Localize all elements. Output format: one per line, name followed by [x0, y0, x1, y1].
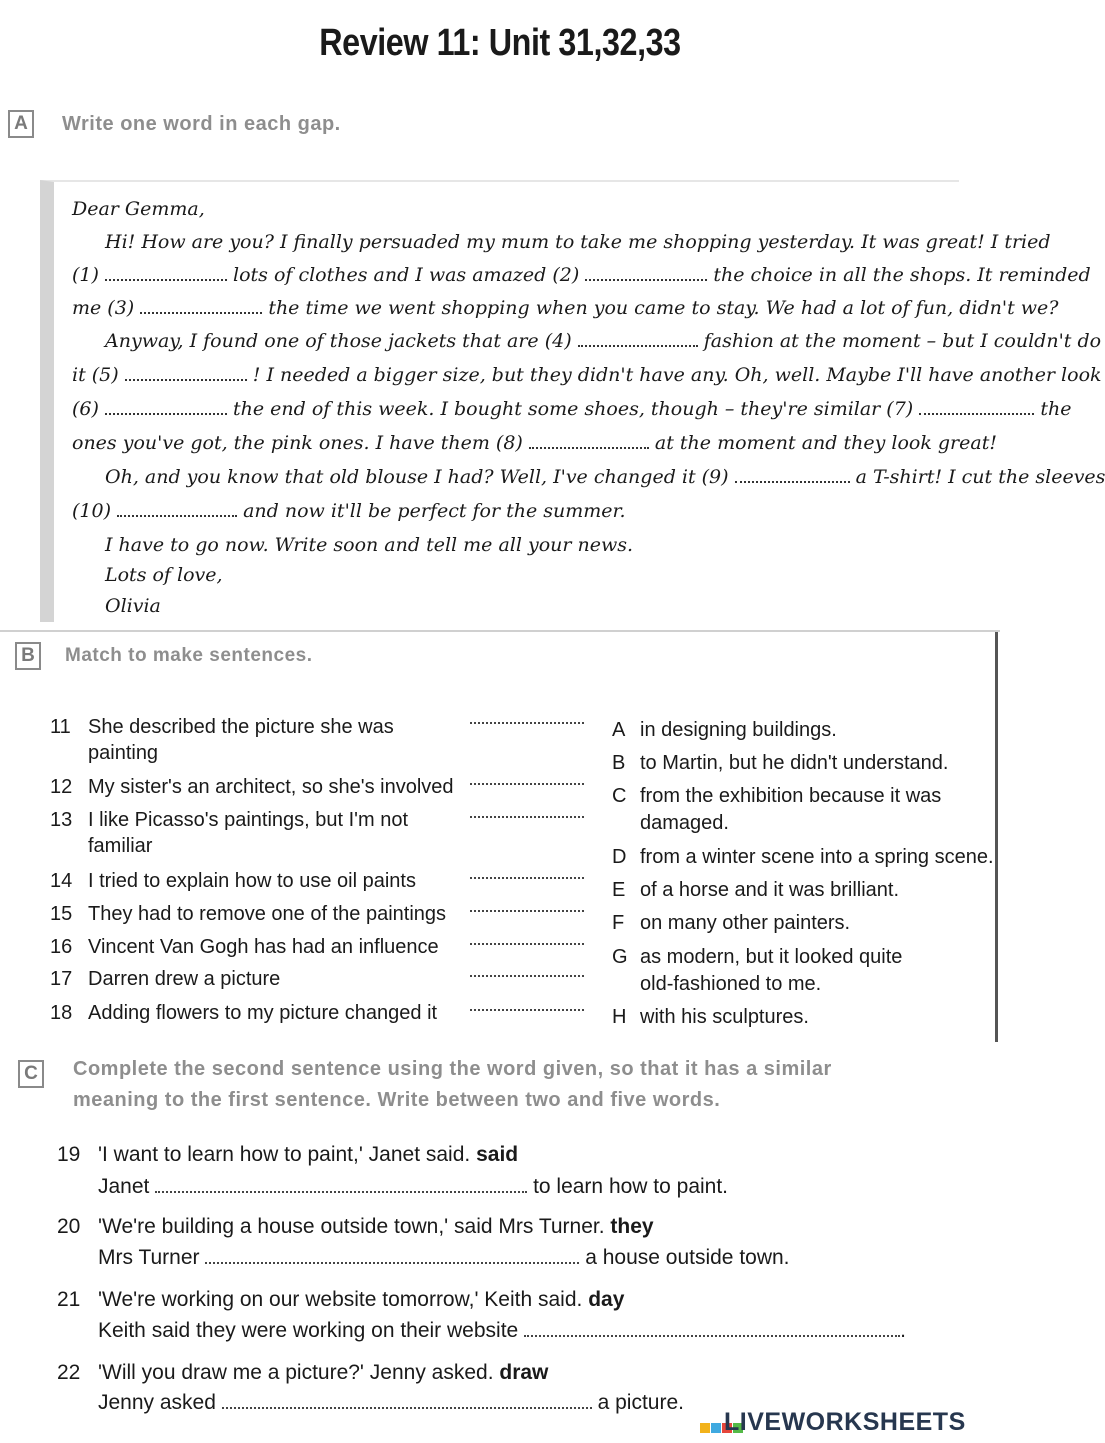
- gap-5[interactable]: [125, 367, 247, 381]
- answer-line-20: Mrs Turner a house outside town.: [98, 1246, 790, 1269]
- list-item: 15 They had to remove one of the paintings: [50, 903, 447, 925]
- gap-6[interactable]: [105, 401, 227, 415]
- section-c-instruction: Complete the second sentence using the word given, so that it has a similar: [73, 1058, 832, 1080]
- letter-line: ones you've got, the pink ones. I have them (8) at the moment and they look great!: [72, 432, 997, 454]
- divider: [995, 632, 998, 1042]
- option-h: H with his sculptures.: [612, 1006, 809, 1028]
- letter-line: Anyway, I found one of those jackets that are (4) fashion at the moment – but I couldn't do: [105, 330, 1102, 352]
- letter-line: me (3) the time we went shopping when you came to stay. We had a lot of fun, didn't we?: [72, 297, 1059, 319]
- gap-2[interactable]: [585, 267, 707, 281]
- transform-sentence-22: 22 'Will you draw me a picture?' Jenny asked. draw: [57, 1361, 549, 1384]
- list-item: 17 Darren drew a picture: [50, 968, 281, 990]
- answer-blank-18[interactable]: [470, 1009, 584, 1011]
- option-g: G as modern, but it looked quite: [612, 946, 903, 968]
- letter-line: (1) lots of clothes and I was amazed (2) the choice in all the shops. It reminded: [72, 264, 1091, 286]
- gap-7[interactable]: [919, 401, 1034, 415]
- answer-blank-14[interactable]: [470, 877, 584, 879]
- section-a-label: A: [8, 110, 34, 138]
- letter-signature: Olivia: [105, 595, 161, 617]
- transform-sentence-20: 20 'We're building a house outside town,' said Mrs Turner. they: [57, 1215, 654, 1238]
- letter-line: I have to go now. Write soon and tell me all your news.: [105, 534, 634, 556]
- option-e: E of a horse and it was brilliant.: [612, 879, 900, 901]
- letter-line: Hi! How are you? I finally persuaded my mum to take me shopping yesterday. It was great! I tried: [105, 231, 1051, 253]
- gap-10[interactable]: [117, 503, 237, 517]
- option-c: C from the exhibition because it was: [612, 785, 942, 807]
- section-c-label: C: [18, 1060, 44, 1088]
- keyword: day: [588, 1288, 625, 1311]
- section-b-label: B: [15, 642, 41, 670]
- answer-line-22: Jenny asked a picture.: [98, 1391, 684, 1414]
- option-d: D from a winter scene into a spring scene.: [612, 846, 994, 868]
- letter-greeting: Dear Gemma,: [72, 198, 205, 220]
- answer-line-21: Keith said they were working on their website .: [98, 1319, 906, 1342]
- liveworksheets-logo: LIVEWORKSHEETS: [700, 1408, 966, 1437]
- list-item: 12 My sister's an architect, so she's involved: [50, 776, 454, 798]
- answer-line-19: Janet to learn how to paint.: [98, 1175, 729, 1198]
- gap-3[interactable]: [140, 300, 262, 314]
- list-item: 18 Adding flowers to my picture changed it: [50, 1002, 438, 1024]
- list-item: 16 Vincent Van Gogh has had an influence: [50, 936, 439, 958]
- list-item-continuation: painting: [88, 742, 159, 764]
- answer-blank-13[interactable]: [470, 816, 584, 818]
- answer-blank-20[interactable]: [205, 1248, 579, 1264]
- option-g-continuation: old-fashioned to me.: [640, 973, 822, 995]
- transform-sentence-21: 21 'We're working on our website tomorrow,' Keith said. day: [57, 1288, 625, 1311]
- keyword: they: [610, 1215, 654, 1238]
- option-f: F on many other painters.: [612, 912, 851, 934]
- section-c-instruction: meaning to the first sentence. Write between two and five words.: [73, 1089, 721, 1111]
- answer-blank-22[interactable]: [222, 1393, 592, 1409]
- answer-blank-15[interactable]: [470, 910, 584, 912]
- answer-blank-12[interactable]: [470, 783, 584, 785]
- letter-closing: Lots of love,: [105, 564, 223, 586]
- letter-line: (10) and now it'll be perfect for the summer.: [72, 500, 626, 522]
- option-c-continuation: damaged.: [640, 812, 729, 834]
- gap-9[interactable]: [735, 469, 850, 483]
- letter-line: (6) the end of this week. I bought some shoes, though – they're similar (7) the: [72, 398, 1072, 420]
- list-item: 11 She described the picture she was: [50, 716, 394, 738]
- letter-line: Oh, and you know that old blouse I had? Well, I've changed it (9) a T-shirt! I cut the sleeves: [105, 466, 1105, 488]
- answer-blank-11[interactable]: [470, 722, 584, 724]
- list-item-continuation: familiar: [88, 835, 153, 857]
- gap-8[interactable]: [529, 435, 649, 449]
- section-b-instruction: Match to make sentences.: [65, 645, 313, 666]
- gap-4[interactable]: [578, 333, 698, 347]
- answer-blank-19[interactable]: [155, 1177, 527, 1193]
- keyword: draw: [499, 1361, 549, 1384]
- liveworksheets-icon: [700, 1412, 722, 1434]
- page-title: Review 11: Unit 31,32,33: [319, 22, 681, 64]
- answer-blank-17[interactable]: [470, 975, 584, 977]
- section-a-instruction: Write one word in each gap.: [62, 113, 341, 135]
- list-item: 13 I like Picasso's paintings, but I'm not: [50, 809, 409, 831]
- list-item: 14 I tried to explain how to use oil paints: [50, 870, 416, 892]
- option-b: B to Martin, but he didn't understand.: [612, 752, 949, 774]
- answer-blank-21[interactable]: [524, 1321, 900, 1337]
- gap-1[interactable]: [105, 267, 227, 281]
- option-a: A in designing buildings.: [612, 719, 837, 741]
- keyword: said: [476, 1143, 519, 1166]
- divider: [0, 630, 1000, 632]
- transform-sentence-19: 19 'I want to learn how to paint,' Janet said. said: [57, 1143, 519, 1166]
- answer-blank-16[interactable]: [470, 943, 584, 945]
- letter-line: it (5) ! I needed a bigger size, but they didn't have any. Oh, well. Maybe I'll have another look: [72, 364, 1102, 386]
